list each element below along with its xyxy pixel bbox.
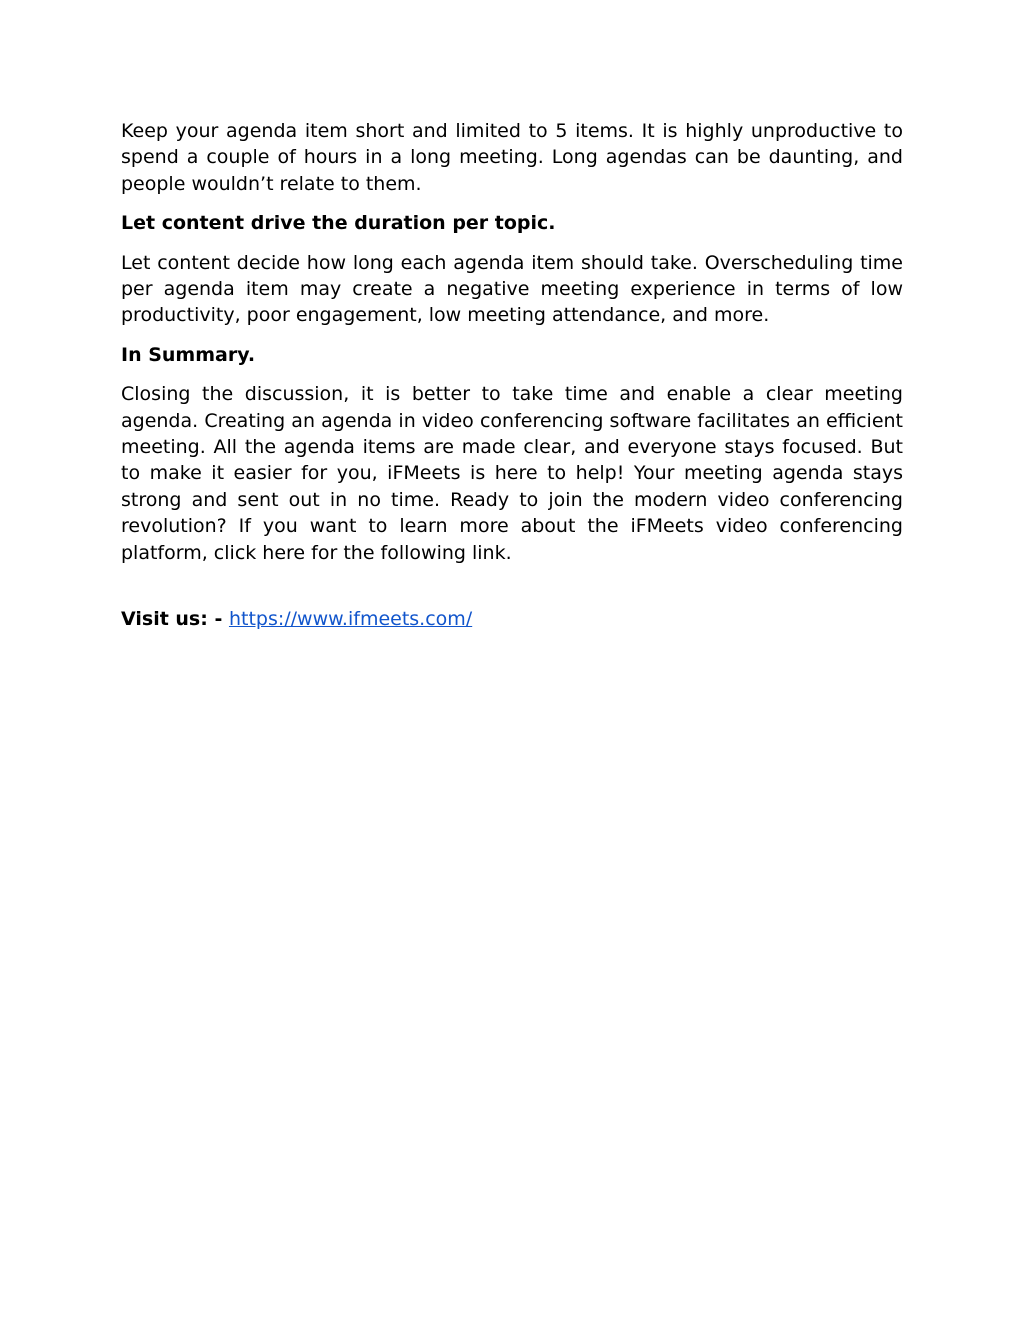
visit-label: Visit us: - — [121, 608, 229, 631]
website-link[interactable]: https://www.ifmeets.com/ — [228, 608, 473, 631]
duration-paragraph: Let content decide how long each agenda item should take. Overscheduling time per agenda item may create a negative meeting experience in terms of low productivity, poor engagement, low meeting attendance, and more. — [121, 251, 903, 327]
section-heading-duration: Let content drive the duration per topic. — [121, 212, 556, 235]
summary-paragraph: Closing the discussion, it is better to take time and enable a clear meeting agenda. Creating an agenda in video conferencing software facilitates an efficient meeting. All the agenda items are made clear, and everyone stays focused. But to make it easier for you, iFMeets is here to help! Your meeting agenda stays strong and sent out in no time. Ready to join the modern video conferencing revolution? If you want to learn more about the iFMeets video conferencing platform, click here for the following link. — [121, 383, 903, 564]
intro-paragraph: Keep your agenda item short and limited to 5 items. It is highly unproductive to spend a couple of hours in a long meeting. Long agendas can be daunting, and people wouldn’t relate to them. — [121, 120, 903, 195]
visit-line — [121, 606, 903, 632]
section-heading-summary: In Summary. — [121, 343, 256, 366]
document-page — [121, 118, 903, 633]
